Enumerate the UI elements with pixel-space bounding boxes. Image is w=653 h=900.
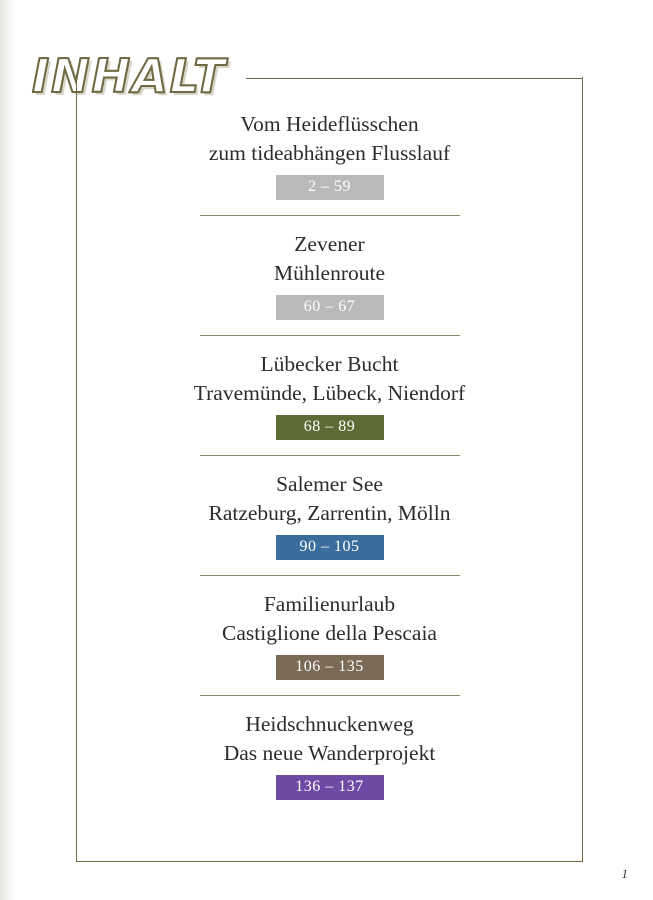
toc-entry-title-line: Vom Heideflüsschen [240,112,419,136]
toc-entry-pages-row [76,655,583,680]
toc-separator [200,575,460,576]
page-range-badge: 106 – 135 [276,655,384,680]
toc-entry-title [76,590,583,648]
toc-entry-title [76,710,583,768]
toc-separator [200,215,460,216]
toc-entry-pages-row [76,535,583,560]
page-range-badge: 136 – 137 [276,775,384,800]
toc-entry-title-line: Heidschnuckenweg [245,712,414,736]
toc-entry-title-line: Ratzeburg, Zarrentin, Mölln [208,501,451,525]
toc-entry-title-line: Salemer See [276,472,383,496]
page-edge-shading [0,0,16,900]
toc-entry[interactable] [76,710,583,800]
toc-entry-pages-row [76,295,583,320]
toc-entry-title [76,110,583,168]
toc-entry-title-line: Familienurlaub [263,592,396,616]
toc-entry-title-line: Zevener [294,232,365,256]
page-number: 1 [621,866,628,881]
table-of-contents [76,110,583,802]
page-range-badge: 2 – 59 [276,175,384,200]
toc-entry-pages-row [76,775,583,800]
toc-entry-title-line: Travemünde, Lübeck, Niendorf [193,381,466,405]
toc-separator [200,455,460,456]
toc-entry-title-line: Das neue Wanderprojekt [223,741,436,765]
toc-entry-title [76,350,583,408]
toc-entry[interactable] [76,110,583,200]
toc-entry-pages-row [76,415,583,440]
toc-entry[interactable] [76,590,583,680]
toc-entry-title [76,470,583,528]
toc-entry[interactable] [76,470,583,560]
page-title: INHALT [32,49,227,103]
toc-entry-pages-row [76,175,583,200]
toc-separator [200,335,460,336]
toc-entry-title-line: zum tideabhängen Flusslauf [208,141,451,165]
page-range-badge: 90 – 105 [276,535,384,560]
toc-entry-title [76,230,583,288]
toc-separator [200,695,460,696]
page-range-badge: 68 – 89 [276,415,384,440]
toc-entry[interactable] [76,230,583,320]
page-content-area [16,0,653,900]
toc-entry[interactable] [76,350,583,440]
page-range-badge: 60 – 67 [276,295,384,320]
toc-entry-title-line: Lübecker Bucht [260,352,399,376]
toc-entry-title-line: Mühlenroute [273,261,386,285]
toc-entry-title-line: Castiglione della Pescaia [222,621,437,645]
